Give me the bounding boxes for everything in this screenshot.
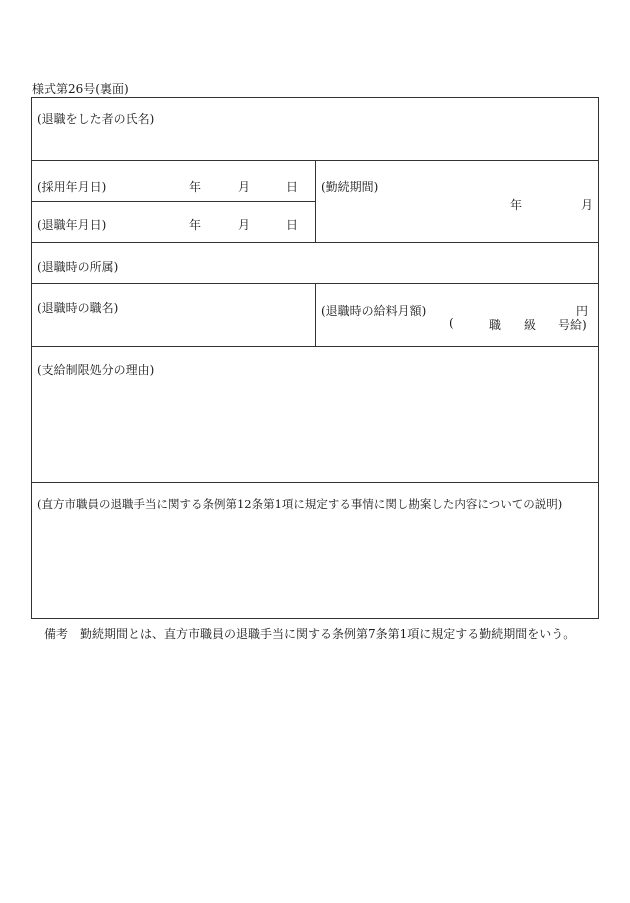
hire-year-unit: 年	[189, 180, 202, 194]
hire-day-unit: 日	[286, 180, 299, 194]
form-number: 様式第26号(裏面)	[32, 82, 129, 96]
reason-field[interactable]	[32, 347, 599, 483]
salary-yen-unit: 円	[575, 304, 588, 318]
explanation-field[interactable]	[32, 483, 599, 619]
hire-date-field[interactable]	[32, 161, 316, 202]
name-label: (退職をした者の氏名)	[37, 112, 155, 126]
hire-date-label: (採用年月日)	[37, 180, 107, 194]
salary-label: (退職時の給料月額)	[321, 304, 427, 318]
retire-year-unit: 年	[189, 218, 202, 232]
position-label: (退職時の職名)	[37, 301, 119, 315]
department-label: (退職時の所属)	[37, 260, 119, 274]
remark-note: 備考 勤続期間とは、直方市職員の退職手当に関する条例第7条第1項に規定する勤続期間をいう。	[44, 627, 576, 641]
department-field[interactable]	[32, 243, 599, 284]
service-year-unit: 年	[510, 198, 523, 212]
service-period-field[interactable]	[316, 161, 599, 243]
service-month-unit: 月	[581, 198, 594, 212]
retirement-allowance-form	[31, 97, 599, 619]
service-period-label: (勤続期間)	[321, 180, 379, 194]
grade-shoku-unit: 職	[489, 318, 502, 332]
grade-kyu-unit: 級	[524, 318, 537, 332]
grade-open-paren: (	[449, 316, 454, 330]
hire-month-unit: 月	[238, 180, 251, 194]
explanation-label: (直方市職員の退職手当に関する条例第12条第1項に規定する事情に関し勘案した内容についての説明)	[37, 497, 563, 511]
retire-month-unit: 月	[238, 218, 251, 232]
reason-label: (支給制限処分の理由)	[37, 363, 155, 377]
position-field[interactable]	[32, 284, 316, 347]
retire-day-unit: 日	[286, 218, 299, 232]
retire-date-label: (退職年月日)	[37, 218, 107, 232]
salary-field[interactable]	[316, 284, 599, 347]
grade-gokyu-unit: 号給)	[558, 318, 587, 332]
retire-date-field[interactable]	[32, 202, 316, 243]
name-field[interactable]	[32, 98, 599, 161]
